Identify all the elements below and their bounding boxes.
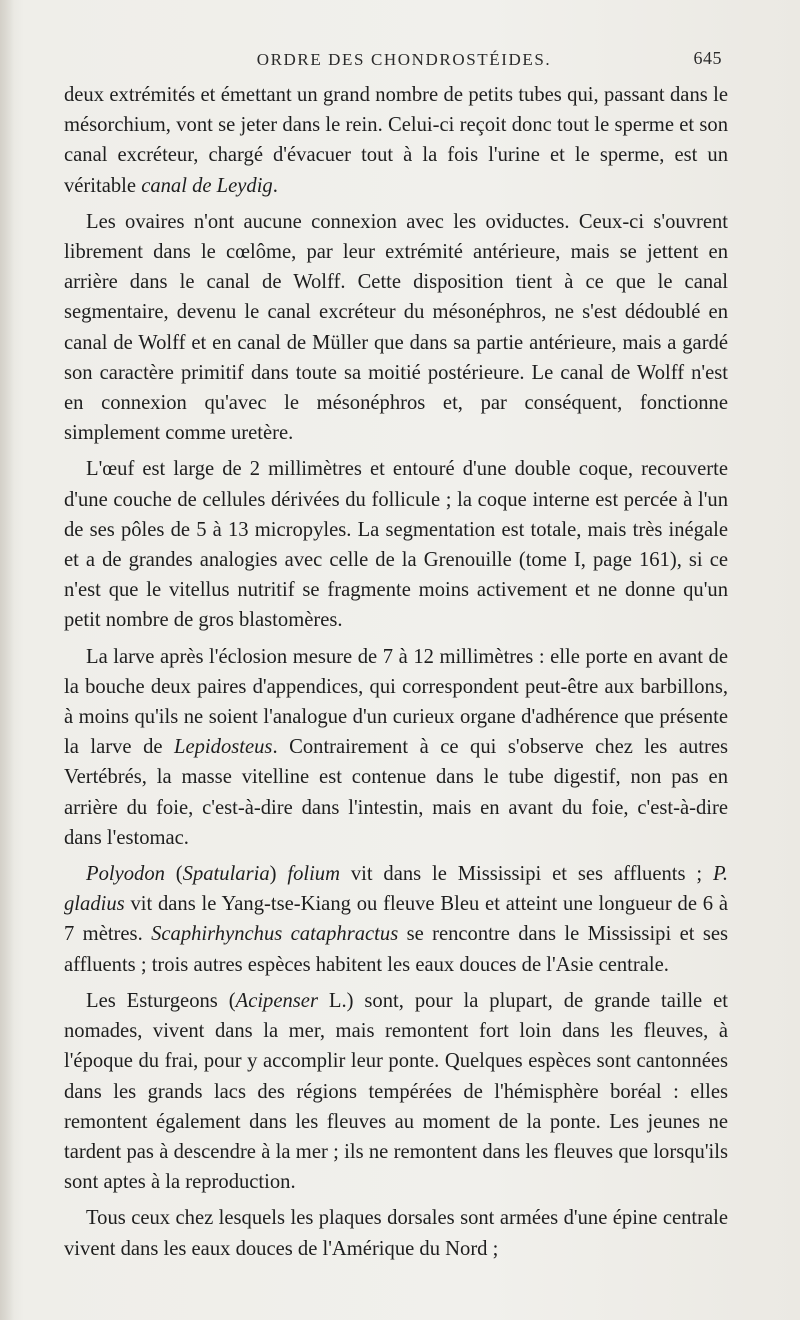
paragraph-4-italic: Lepidosteus xyxy=(174,736,273,759)
paragraph-6-start: Les Esturgeons ( xyxy=(86,989,236,1012)
genus-polyodon: Polyodon xyxy=(86,863,165,886)
paragraph-3: L'œuf est large de 2 millimètres et entouré d'une double coque, recouverte d'une couche de cellules dérivées du follicule ; la coque interne est percée à l'un de ses pôles de 5 à 13 micropyles. La segmentation est totale, mais très inégale et a de grandes analogies avec celle de la Grenouille (tome I, page 161), si ce n'est que le vitellus nutritif se fragmente moins activement et ne donne qu'un petit nombre de gros blastomères. xyxy=(64,458,728,632)
paragraph-7: Tous ceux chez lesquels les plaques dorsales sont armées d'une épine centrale vivent dans les eaux douces de l'Amérique du Nord ; xyxy=(64,1207,728,1260)
paragraph-5-text-1: vit dans le Mississipi et ses affluents ; xyxy=(339,863,713,886)
running-title: ORDRE DES CHONDROSTÉIDES. xyxy=(256,50,552,69)
body-text xyxy=(64,80,728,1270)
page-number: 645 xyxy=(693,48,722,68)
paragraph-5-text-3: se rencontre dans le Mississipi et ses affluents ; trois autres espèces habitent les eaux douces de l'Asie centrale. xyxy=(64,923,728,976)
paragraph-4-text: La larve après l'éclosion mesure de 7 à 12 millimètres : elle porte en avant de la bouche deux paires d'appendices, qui correspondent peut-être aux barbillons, à moins qu'ils ne soient l'analogue d'un curieux organe d'adhérence que présente la larve de xyxy=(64,645,728,759)
paragraph-5 xyxy=(64,859,728,980)
page-gutter-shadow xyxy=(0,0,14,1320)
genus-acipenser: Acipenser xyxy=(235,989,318,1012)
paragraph-2: Les ovaires n'ont aucune connexion avec les oviductes. Ceux-ci s'ouvrent librement dans le cœlôme, par leur extrémité antérieure, mais se jettent en arrière dans le canal de Wolff. Cette disposition tient à ce que le canal segmentaire, devenu le canal excréteur du mésonéphros, ne s'est dédoublé en canal de Wolff et en canal de Müller que dans sa partie antérieure, mais a gardé son caractère primitif dans toute sa moitié postérieure. Le canal de Wolff n'est en connexion qu'avec le mésonéphros et, par conséquent, fonctionne simplement comme uretère. xyxy=(64,210,728,445)
paragraph-4 xyxy=(64,642,728,853)
species-folium: folium xyxy=(287,863,340,886)
paragraph-4-end: . Contrairement à ce qui s'observe chez les autres Vertébrés, la masse vitelline est contenue dans le tube digestif, non pas en arrière du foie, c'est-à-dire dans l'intestin, mais en avant du foie, c'est-à-dire dans l'estomac. xyxy=(64,736,728,849)
paragraph-6-text: L.) sont, pour la plupart, de grande taille et nomades, vivent dans la mer, mais remontent fort loin dans les fleuves, à l'époque du frai, pour y accomplir leur ponte. Quelques espèces sont cantonnées dans les grands lacs des régions tempérées de l'hémisphère boréal : elles remontent également dans les fleuves au moment de la ponte. Les jeunes ne tardent pas à descendre à la mer ; ils ne remontent dans les fleuves que lorsqu'ils sont aptes à la reproduction. xyxy=(64,989,728,1194)
genus-spatularia: Spatularia xyxy=(182,863,270,886)
page-header xyxy=(62,44,722,76)
paragraph-1-italic: canal de Leydig xyxy=(141,174,273,197)
paragraph-5-text-2: vit dans le Yang-tse-Kiang ou fleuve Bleu et atteint une longueur de 6 à 7 mètres. xyxy=(64,893,728,946)
species-scaphirhynchus: Scaphirhynchus cataphractus xyxy=(151,923,399,946)
paragraph-5-sep-2: ) xyxy=(269,863,288,886)
paragraph-1-end: . xyxy=(272,174,278,197)
paragraph-5-sep-1: ( xyxy=(164,863,183,886)
species-p-gladius: P. gladius xyxy=(64,863,729,916)
paragraph-6 xyxy=(64,986,728,1197)
paragraph-1-text: deux extrémités et émettant un grand nombre de petits tubes qui, passant dans le mésorchium, vont se jeter dans le rein. Celui-ci reçoit donc tout le sperme et son canal excréteur, chargé d'évacuer tout à la fois l'urine et le sperme, est un véritable xyxy=(64,84,728,197)
paragraph-1 xyxy=(64,80,728,201)
